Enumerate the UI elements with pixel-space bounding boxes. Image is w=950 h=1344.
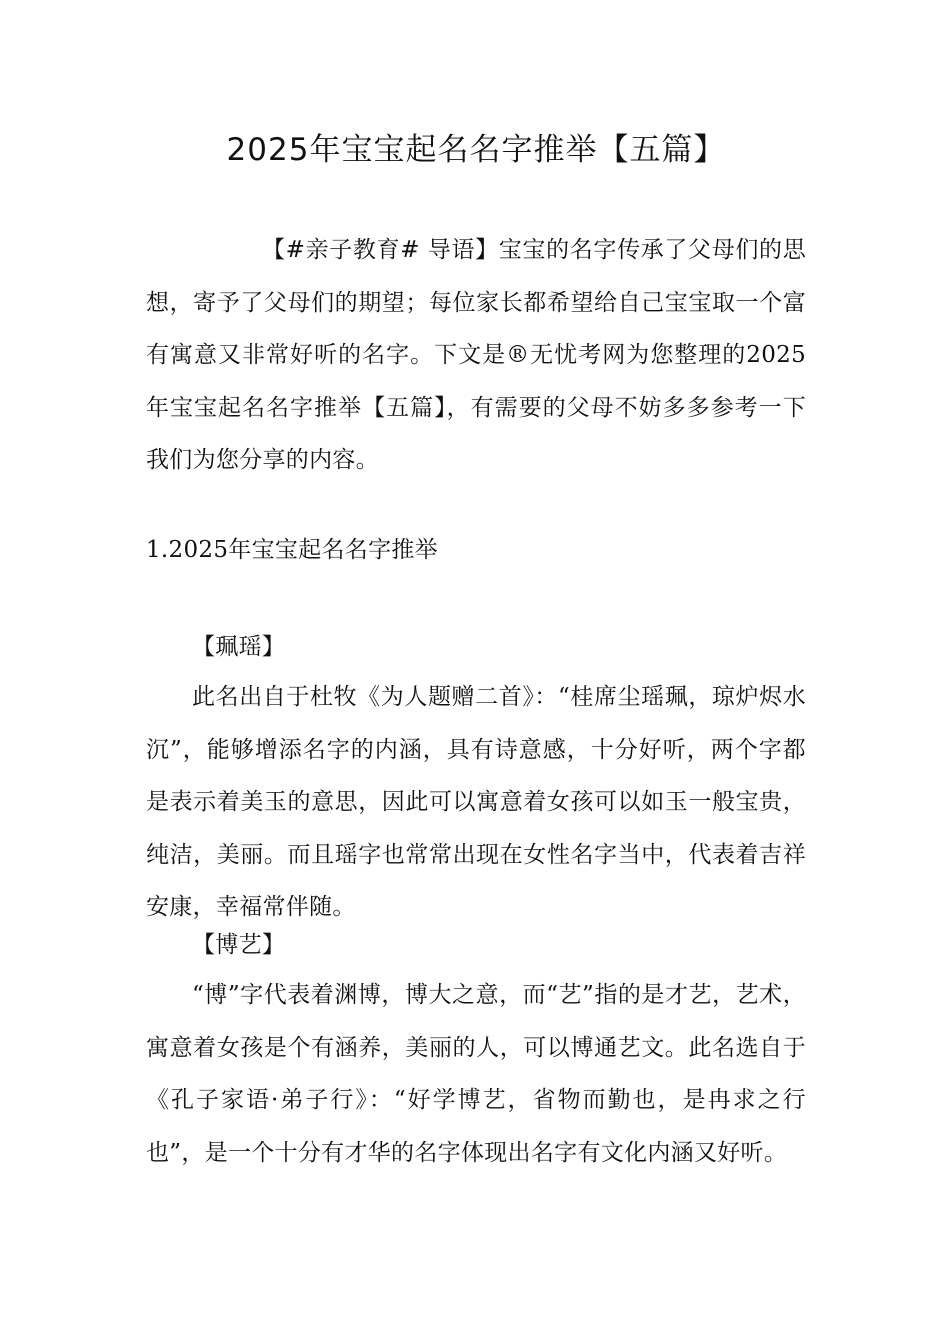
document-page xyxy=(146,0,806,1344)
name-heading-boyi: 【博艺】 xyxy=(192,932,286,958)
name-description-peiyao: 此名出自于杜牧《为人题赠二首》：“桂席尘瑶珮，琼炉烬水沉”，能够增添名字的内涵，具有诗意感，十分好听，两个字都是表示着美玉的意思，因此可以寓意着女孩可以如玉一般宝贵，纯洁，美丽。而且瑶字也常常出现在女性名字当中，代表着吉祥安康，幸福常伴随。 xyxy=(146,684,806,920)
document-title: 2025年宝宝起名名字推举【五篇】 xyxy=(226,132,726,168)
name-heading-peiyao: 【珮瑶】 xyxy=(192,634,286,660)
name-description-boyi: “博”字代表着渊博，博大之意，而“艺”指的是才艺，艺术，寓意着女孩是个有涵养，美丽的人，可以博通艺文。此名选自于《孔子家语·弟子行》：“好学博艺，省物而勤也，是冉求之行也”，是一个十分有才华的名字体现出名字有文化内涵又好听。 xyxy=(146,982,806,1166)
section-heading: 1.2025年宝宝起名名字推举 xyxy=(146,537,438,563)
intro-paragraph: 【#亲子教育# 导语】宝宝的名字传承了父母们的思想，寄予了父母们的期望；每位家长都希望给自己宝宝取一个富有寓意又非常好听的名字。下文是®无忧考网为您整理的2025年宝宝起名名字推举【五篇】，有需要的父母不妨多多参考一下我们为您分享的内容。 xyxy=(146,237,806,473)
